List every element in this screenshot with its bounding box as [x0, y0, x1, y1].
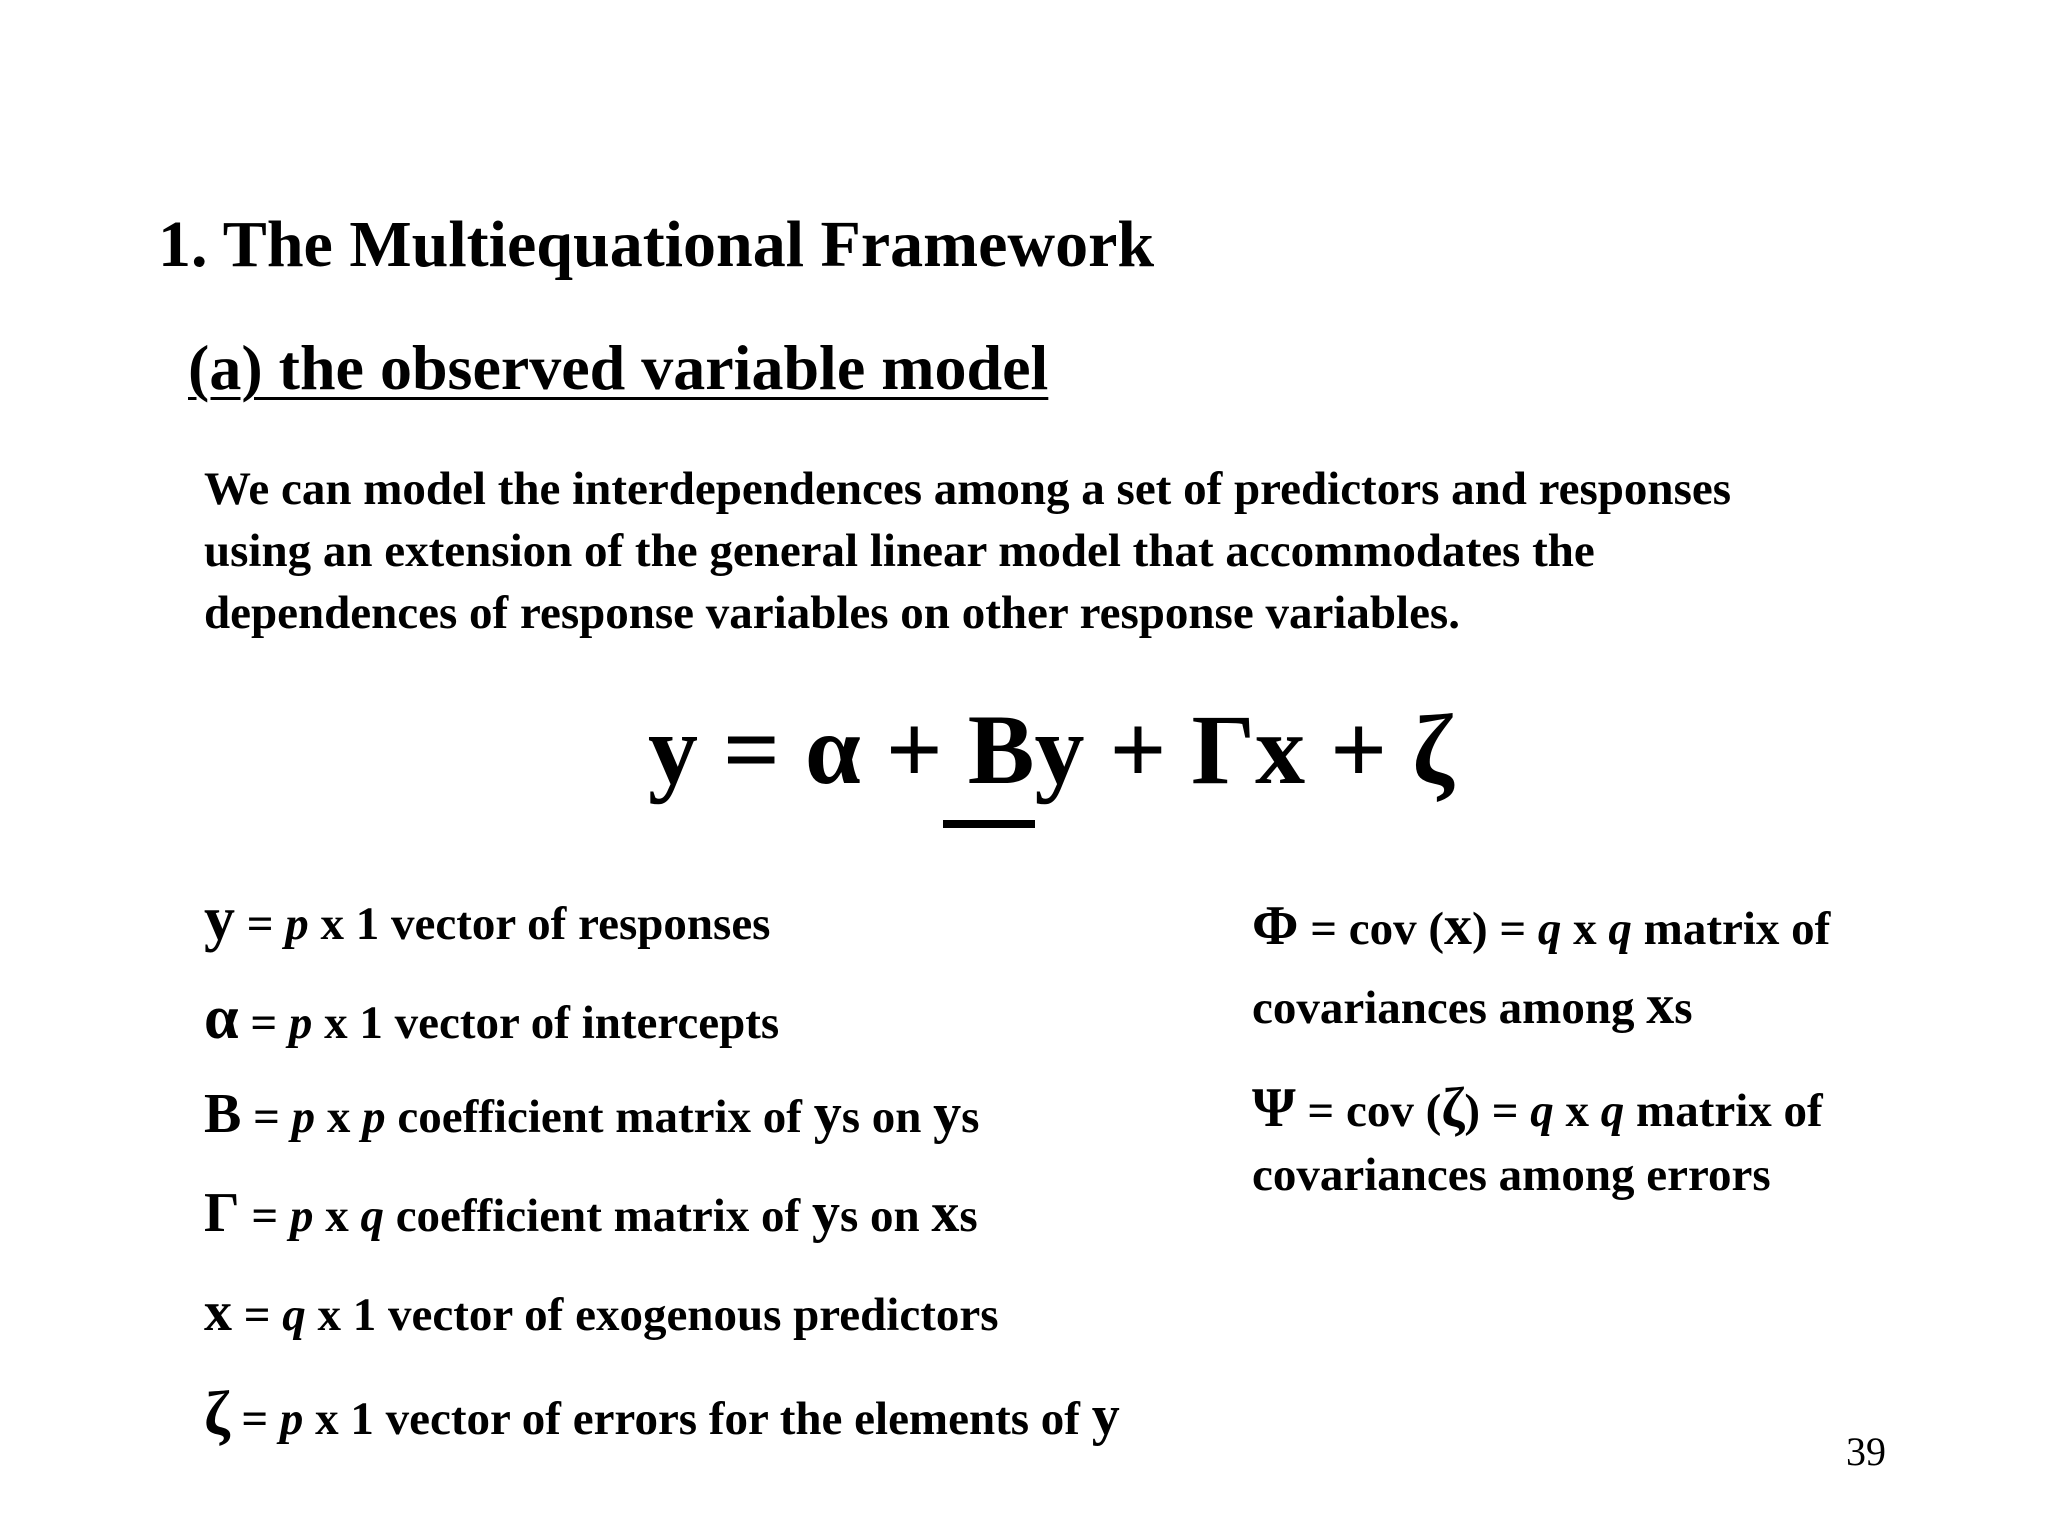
- def-dim1: q: [282, 1289, 306, 1341]
- def-dim2: q: [360, 1190, 384, 1242]
- def-symbol: α: [204, 984, 239, 1052]
- def-line2-text: covariances among: [1252, 982, 1647, 1034]
- def-dim2: q: [1608, 903, 1632, 955]
- def-desc: matrix of: [1624, 1085, 1823, 1137]
- def-times: x: [305, 1289, 353, 1341]
- covariance-definition: [1252, 888, 2012, 1046]
- def-line2-tail: s: [1674, 982, 1693, 1034]
- def-tail-var: x: [931, 1182, 960, 1244]
- def-mid-var: y: [811, 1182, 840, 1244]
- def-dim1: p: [285, 898, 309, 950]
- def-line2-text: covariances among errors: [1252, 1149, 1771, 1201]
- definitions-left: [204, 885, 1244, 1482]
- def-dim1: p: [289, 1190, 314, 1242]
- definition-row: [204, 885, 1244, 987]
- def-times: x: [315, 1091, 363, 1143]
- definition-row: [204, 1380, 1244, 1482]
- def-dim1: q: [1530, 1085, 1554, 1137]
- def-mid-text: s on: [839, 1190, 932, 1242]
- def-dim2: q: [1600, 1085, 1625, 1137]
- def-desc: vector of errors for the elements of: [373, 1393, 1092, 1445]
- def-dim1: p: [291, 1091, 316, 1143]
- def-symbol: Φ: [1252, 895, 1299, 957]
- def-desc: vector of responses: [379, 898, 771, 950]
- def-tail-text: s: [961, 1091, 980, 1143]
- covariance-definition: [1252, 1076, 2012, 1207]
- def-mid-var: y: [813, 1083, 842, 1145]
- slide-title: 1. The Multiequational Framework: [158, 208, 1155, 281]
- def-times: x: [313, 1190, 361, 1242]
- def-pre: = cov (: [1298, 903, 1444, 955]
- def-arg: x: [1443, 895, 1472, 957]
- definition-row: [204, 1281, 1244, 1383]
- def-symbol: x: [204, 1281, 232, 1343]
- def-equals: =: [239, 1190, 290, 1242]
- def-desc: vector of exogenous predictors: [376, 1289, 999, 1341]
- def-equals: =: [235, 898, 286, 950]
- slide-subtitle: (a) the observed variable model: [188, 332, 1049, 403]
- def-dim1: p: [279, 1393, 304, 1445]
- def-equals: =: [229, 1393, 280, 1445]
- def-desc: matrix of: [1631, 903, 1831, 955]
- def-symbol: ζ: [204, 1380, 230, 1448]
- intro-line: dependences of response variables on other response variables.: [204, 587, 1460, 639]
- def-desc: vector of intercepts: [382, 997, 780, 1049]
- definitions-right: [1252, 888, 2012, 1207]
- def-times: x: [312, 997, 360, 1049]
- def-tail-var: y: [1091, 1385, 1120, 1447]
- definition-row: [204, 984, 1244, 1086]
- def-pre: = cov (: [1295, 1085, 1442, 1137]
- model-equation: y = α + By + Γx + ζ: [648, 694, 1454, 805]
- def-dim2: 1: [350, 1393, 374, 1445]
- def-symbol: y: [204, 885, 235, 953]
- def-mid-text: s on: [841, 1091, 934, 1143]
- def-desc: coefficient matrix of: [385, 1091, 814, 1143]
- def-line2-var: x: [1646, 974, 1675, 1036]
- def-post: ) =: [1464, 1085, 1531, 1137]
- def-tail-text: s: [959, 1190, 978, 1242]
- def-symbol: Γ: [204, 1182, 240, 1244]
- def-dim2: 1: [359, 997, 383, 1049]
- def-tail-var: y: [933, 1083, 962, 1145]
- def-dim2: 1: [352, 1289, 377, 1341]
- def-post: ) =: [1471, 903, 1538, 955]
- definition-row: [204, 1083, 1244, 1185]
- intro-line: We can model the interdependences among a set of predictors and responses: [204, 463, 1732, 515]
- def-equals: =: [232, 1289, 283, 1341]
- intro-paragraph: [204, 458, 1924, 644]
- def-dim2: p: [362, 1091, 386, 1143]
- def-symbol: Ψ: [1252, 1077, 1296, 1139]
- def-desc: coefficient matrix of: [383, 1190, 812, 1242]
- def-symbol: B: [204, 1083, 242, 1145]
- def-dim1: q: [1537, 903, 1562, 955]
- def-equals: =: [238, 997, 289, 1049]
- intro-line: using an extension of the general linear model that accommodates the: [204, 525, 1595, 577]
- def-times: x: [1561, 903, 1609, 955]
- equation-underline-mark: [943, 820, 1035, 828]
- def-times: x: [1553, 1085, 1601, 1137]
- def-times: x: [303, 1393, 351, 1445]
- def-times: x: [308, 898, 356, 950]
- def-equals: =: [241, 1091, 292, 1143]
- page-number: 39: [1846, 1429, 1886, 1474]
- def-dim1: p: [288, 997, 313, 1049]
- definition-row: [204, 1182, 1244, 1284]
- def-arg: ζ: [1441, 1077, 1465, 1139]
- def-dim2: 1: [355, 898, 380, 950]
